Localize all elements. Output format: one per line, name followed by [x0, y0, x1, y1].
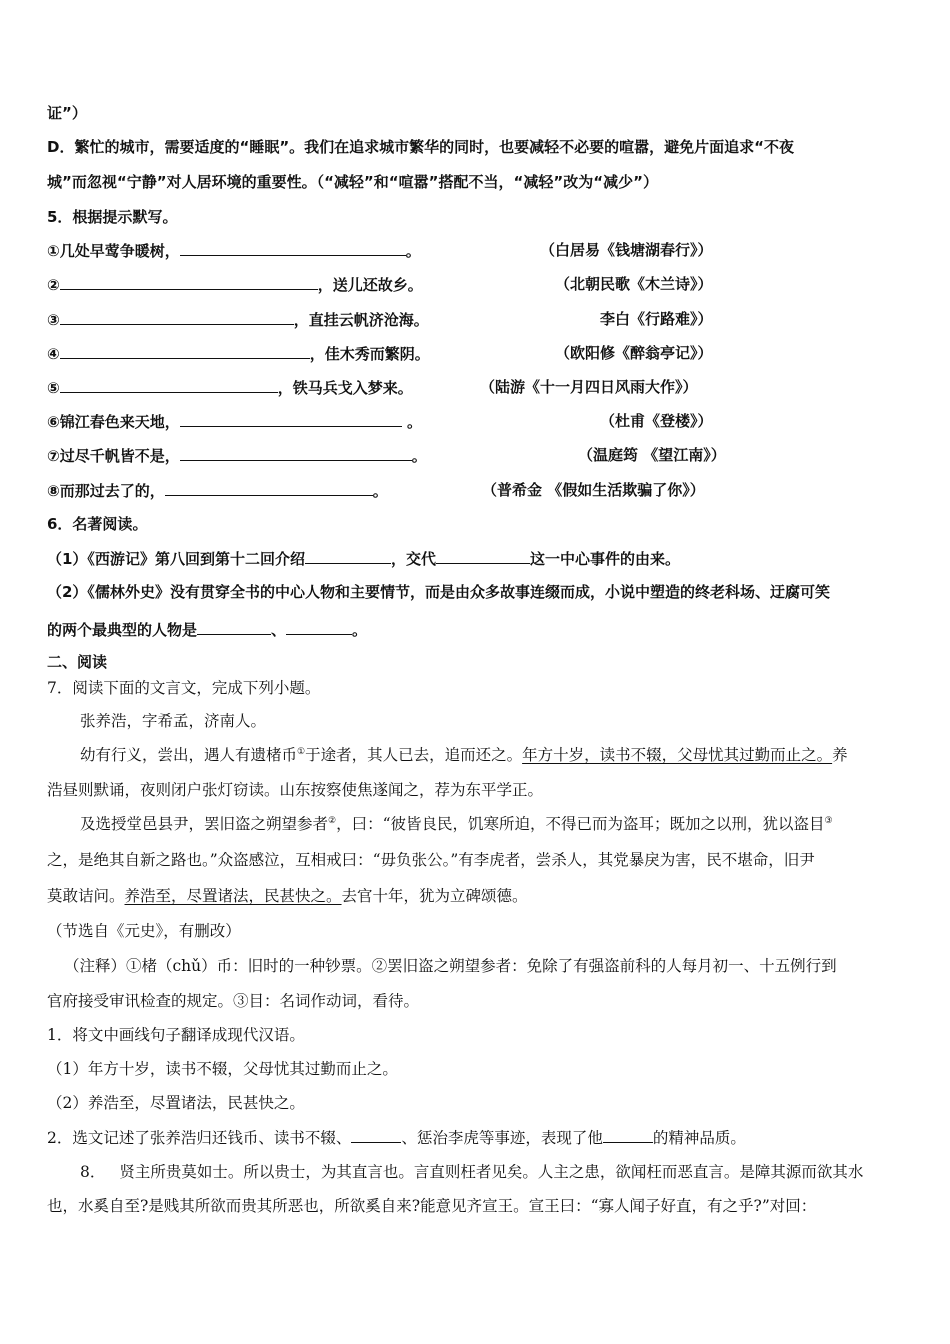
notes-line1: （注释）①楮（chǔ）币：旧时的一种钞票。②罢旧盗之朔望参者：免除了有强盗前科的人每月初一、十五例行到	[64, 957, 837, 975]
q6-title: 6．名著阅读。	[47, 515, 148, 533]
q5-item-5	[47, 377, 413, 398]
item-number: ⑧	[47, 482, 60, 500]
answer-blank[interactable]	[436, 548, 530, 564]
section-title: 二、阅读	[47, 653, 108, 671]
item-number: ③	[47, 311, 60, 329]
sub-question-2	[47, 1127, 746, 1148]
item-after: 。	[372, 482, 388, 500]
option-d-text-1: 繁忙的城市，需要适度的“睡眠”。我们在追求城市繁华的同时，也要减轻不必要的喧嚣，避免片面追求“不夜	[74, 138, 795, 156]
passage-p3-line1	[80, 814, 833, 834]
answer-blank[interactable]	[351, 1127, 401, 1143]
q8-number: 8．	[80, 1163, 106, 1181]
item-after: ，送儿还故乡。	[317, 276, 423, 294]
passage-p2-line2: 浩昼则默诵，夜则闭户张灯窃读。山东按察使焦遂闻之，荐为东平学正。	[47, 781, 544, 799]
item-after: 。	[405, 242, 421, 260]
notes-line2: 官府接受审讯检查的规定。③目：名词作动词，看待。	[47, 992, 420, 1010]
q6-part1-text-b: ，交代	[390, 550, 436, 568]
q8-line1	[80, 1162, 863, 1182]
footnote-ref: ③	[824, 815, 833, 826]
answer-blank[interactable]	[180, 411, 402, 427]
footnote-ref: ①	[297, 746, 306, 757]
q7-title: 7．阅读下面的文言文，完成下列小题。	[47, 679, 321, 697]
q5-source-1: （白居易《钱塘湖春行》）	[540, 241, 713, 259]
answer-blank[interactable]	[305, 548, 391, 564]
q6-part1-text-c: 这一中心事件的由来。	[529, 550, 680, 568]
answer-blank[interactable]	[603, 1127, 653, 1143]
q5-item-6	[47, 411, 422, 432]
q5-source-2: （北朝民歌《木兰诗》）	[555, 275, 713, 293]
prev-option-fragment: 证”）	[47, 104, 87, 122]
item-after: 。	[411, 447, 427, 465]
item-number: ⑥	[47, 413, 60, 431]
q5-item-3	[47, 309, 429, 330]
q5-item-1	[47, 240, 421, 261]
p2-text-b: 于途者，其人已去，追而还之。	[305, 746, 523, 764]
sub-question-1: 1．将文中画线句子翻译成现代汉语。	[47, 1026, 305, 1044]
p3-line3-text-b: 去官十年，犹为立碑颂德。	[341, 887, 528, 905]
item-number: ⑤	[47, 379, 60, 397]
sub2-text-c: 的精神品质。	[652, 1129, 746, 1147]
answer-blank[interactable]	[286, 619, 352, 635]
item-before: 过尽千帆皆不是，	[59, 447, 180, 465]
q6-part2-text-c: 。	[352, 621, 368, 639]
passage-p3-line3	[47, 886, 528, 906]
q5-source-8: （普希金 《假如生活欺骗了你》）	[482, 481, 705, 499]
q5-source-5: （陆游《十一月四日风雨大作》）	[480, 378, 698, 396]
q5-item-4	[47, 343, 430, 364]
item-before: 锦江春色来天地，	[59, 413, 180, 431]
q6-part2-text-b: 、	[271, 621, 287, 639]
q8-text-1: 贤主所贵莫如士。所以贵士，为其直言也。言直则枉者见矣。人主之患，欲闻枉而恶直言。是障其源而欲其水	[119, 1163, 864, 1181]
item-number: ②	[47, 276, 60, 294]
q6-part2-line2	[47, 619, 367, 640]
underlined-sentence-2: 养浩至，尽置诸法，民甚快之。	[124, 887, 342, 905]
option-d-line1	[47, 137, 794, 157]
passage-source: （节选自《元史》，有删改）	[47, 922, 241, 940]
q6-part2-line1: （2）《儒林外史》没有贯穿全书的中心人物和主要情节，而是由众多故事连缀而成，小说中塑造的终老科场、迂腐可笑	[47, 583, 830, 601]
item-number: ⑦	[47, 447, 60, 465]
q6-part1	[47, 548, 680, 569]
passage-p2-line1	[80, 745, 848, 765]
q5-item-2	[47, 274, 423, 295]
answer-blank[interactable]	[60, 377, 278, 393]
answer-blank[interactable]	[197, 619, 271, 635]
q5-item-8	[47, 480, 388, 501]
q6-part1-text-a: （1）《西游记》第八回到第十二回介绍	[47, 550, 305, 568]
answer-blank[interactable]	[60, 274, 318, 290]
q5-source-7: （温庭筠 《望江南》）	[578, 446, 726, 464]
q5-source-6: （杜甫《登楼》）	[600, 412, 713, 430]
item-before: 几处早莺争暖树，	[59, 242, 180, 260]
q5-title: 5．根据提示默写。	[47, 208, 178, 226]
answer-blank[interactable]	[180, 445, 412, 461]
item-after: ，直挂云帆济沧海。	[293, 311, 429, 329]
q5-source-3: 李白《行路难》）	[600, 310, 713, 328]
item-before: 而那过去了的，	[59, 482, 165, 500]
item-number: ④	[47, 345, 60, 363]
p3-text-b: ，曰：“彼皆良民，饥寒所迫，不得已而为盗耳；既加之以刑，犹以盗目	[336, 815, 825, 833]
item-after: ，铁马兵戈入梦来。	[277, 379, 413, 397]
item-number: ①	[47, 242, 60, 260]
sub2-text-a: 2．选文记述了张养浩归还钱币、读书不辍、	[47, 1129, 352, 1147]
answer-blank[interactable]	[60, 309, 294, 325]
passage-p1: 张养浩，字希孟，济南人。	[80, 712, 267, 730]
sub-question-1-2: （2）养浩至，尽置诸法，民甚快之。	[47, 1094, 305, 1112]
underlined-sentence-1: 年方十岁，读书不辍，父母忧其过勤而止之。	[522, 746, 833, 764]
p2-text-a: 幼有行义，尝出，遇人有遗楮币	[80, 746, 298, 764]
q5-source-4: （欧阳修《醉翁亭记》）	[555, 344, 713, 362]
p3-text-a: 及选授堂邑县尹，罢旧盗之朔望参者	[80, 815, 329, 833]
q6-part2-text-a: 的两个最典型的人物是	[47, 621, 198, 639]
option-d-label: D．	[47, 138, 75, 156]
answer-blank[interactable]	[60, 343, 310, 359]
footnote-ref: ②	[328, 815, 337, 826]
answer-blank[interactable]	[165, 480, 373, 496]
q8-line2: 也，水奚自至?是贱其所欲而贵其所恶也，所欲奚自来?能意见齐宣王。宣王曰：“寡人闻子好直，有之乎?”对回：	[47, 1197, 817, 1215]
sub-question-1-1: （1）年方十岁，读书不辍，父母忧其过勤而止之。	[47, 1060, 398, 1078]
p2-text-c: 养	[832, 746, 848, 764]
passage-p3-line2: 之，是绝其自新之路也。”众盗感泣，互相戒曰：“毋负张公。”有李虎者，尝杀人，其党暴戾为害，民不堪命，旧尹	[47, 851, 815, 869]
sub2-text-b: 、惩治李虎等事迹，表现了他	[401, 1129, 603, 1147]
option-d-line2: 城”而忽视“宁静”对人居环境的重要性。（“减轻”和“喧嚣”搭配不当，“减轻”改为“减少”）	[47, 173, 658, 191]
answer-blank[interactable]	[180, 240, 406, 256]
p3-line3-text-a: 莫敢诘问。	[47, 887, 125, 905]
item-after: ，佳木秀而繁阴。	[309, 345, 430, 363]
item-after: 。	[401, 413, 422, 431]
q5-item-7	[47, 445, 427, 466]
